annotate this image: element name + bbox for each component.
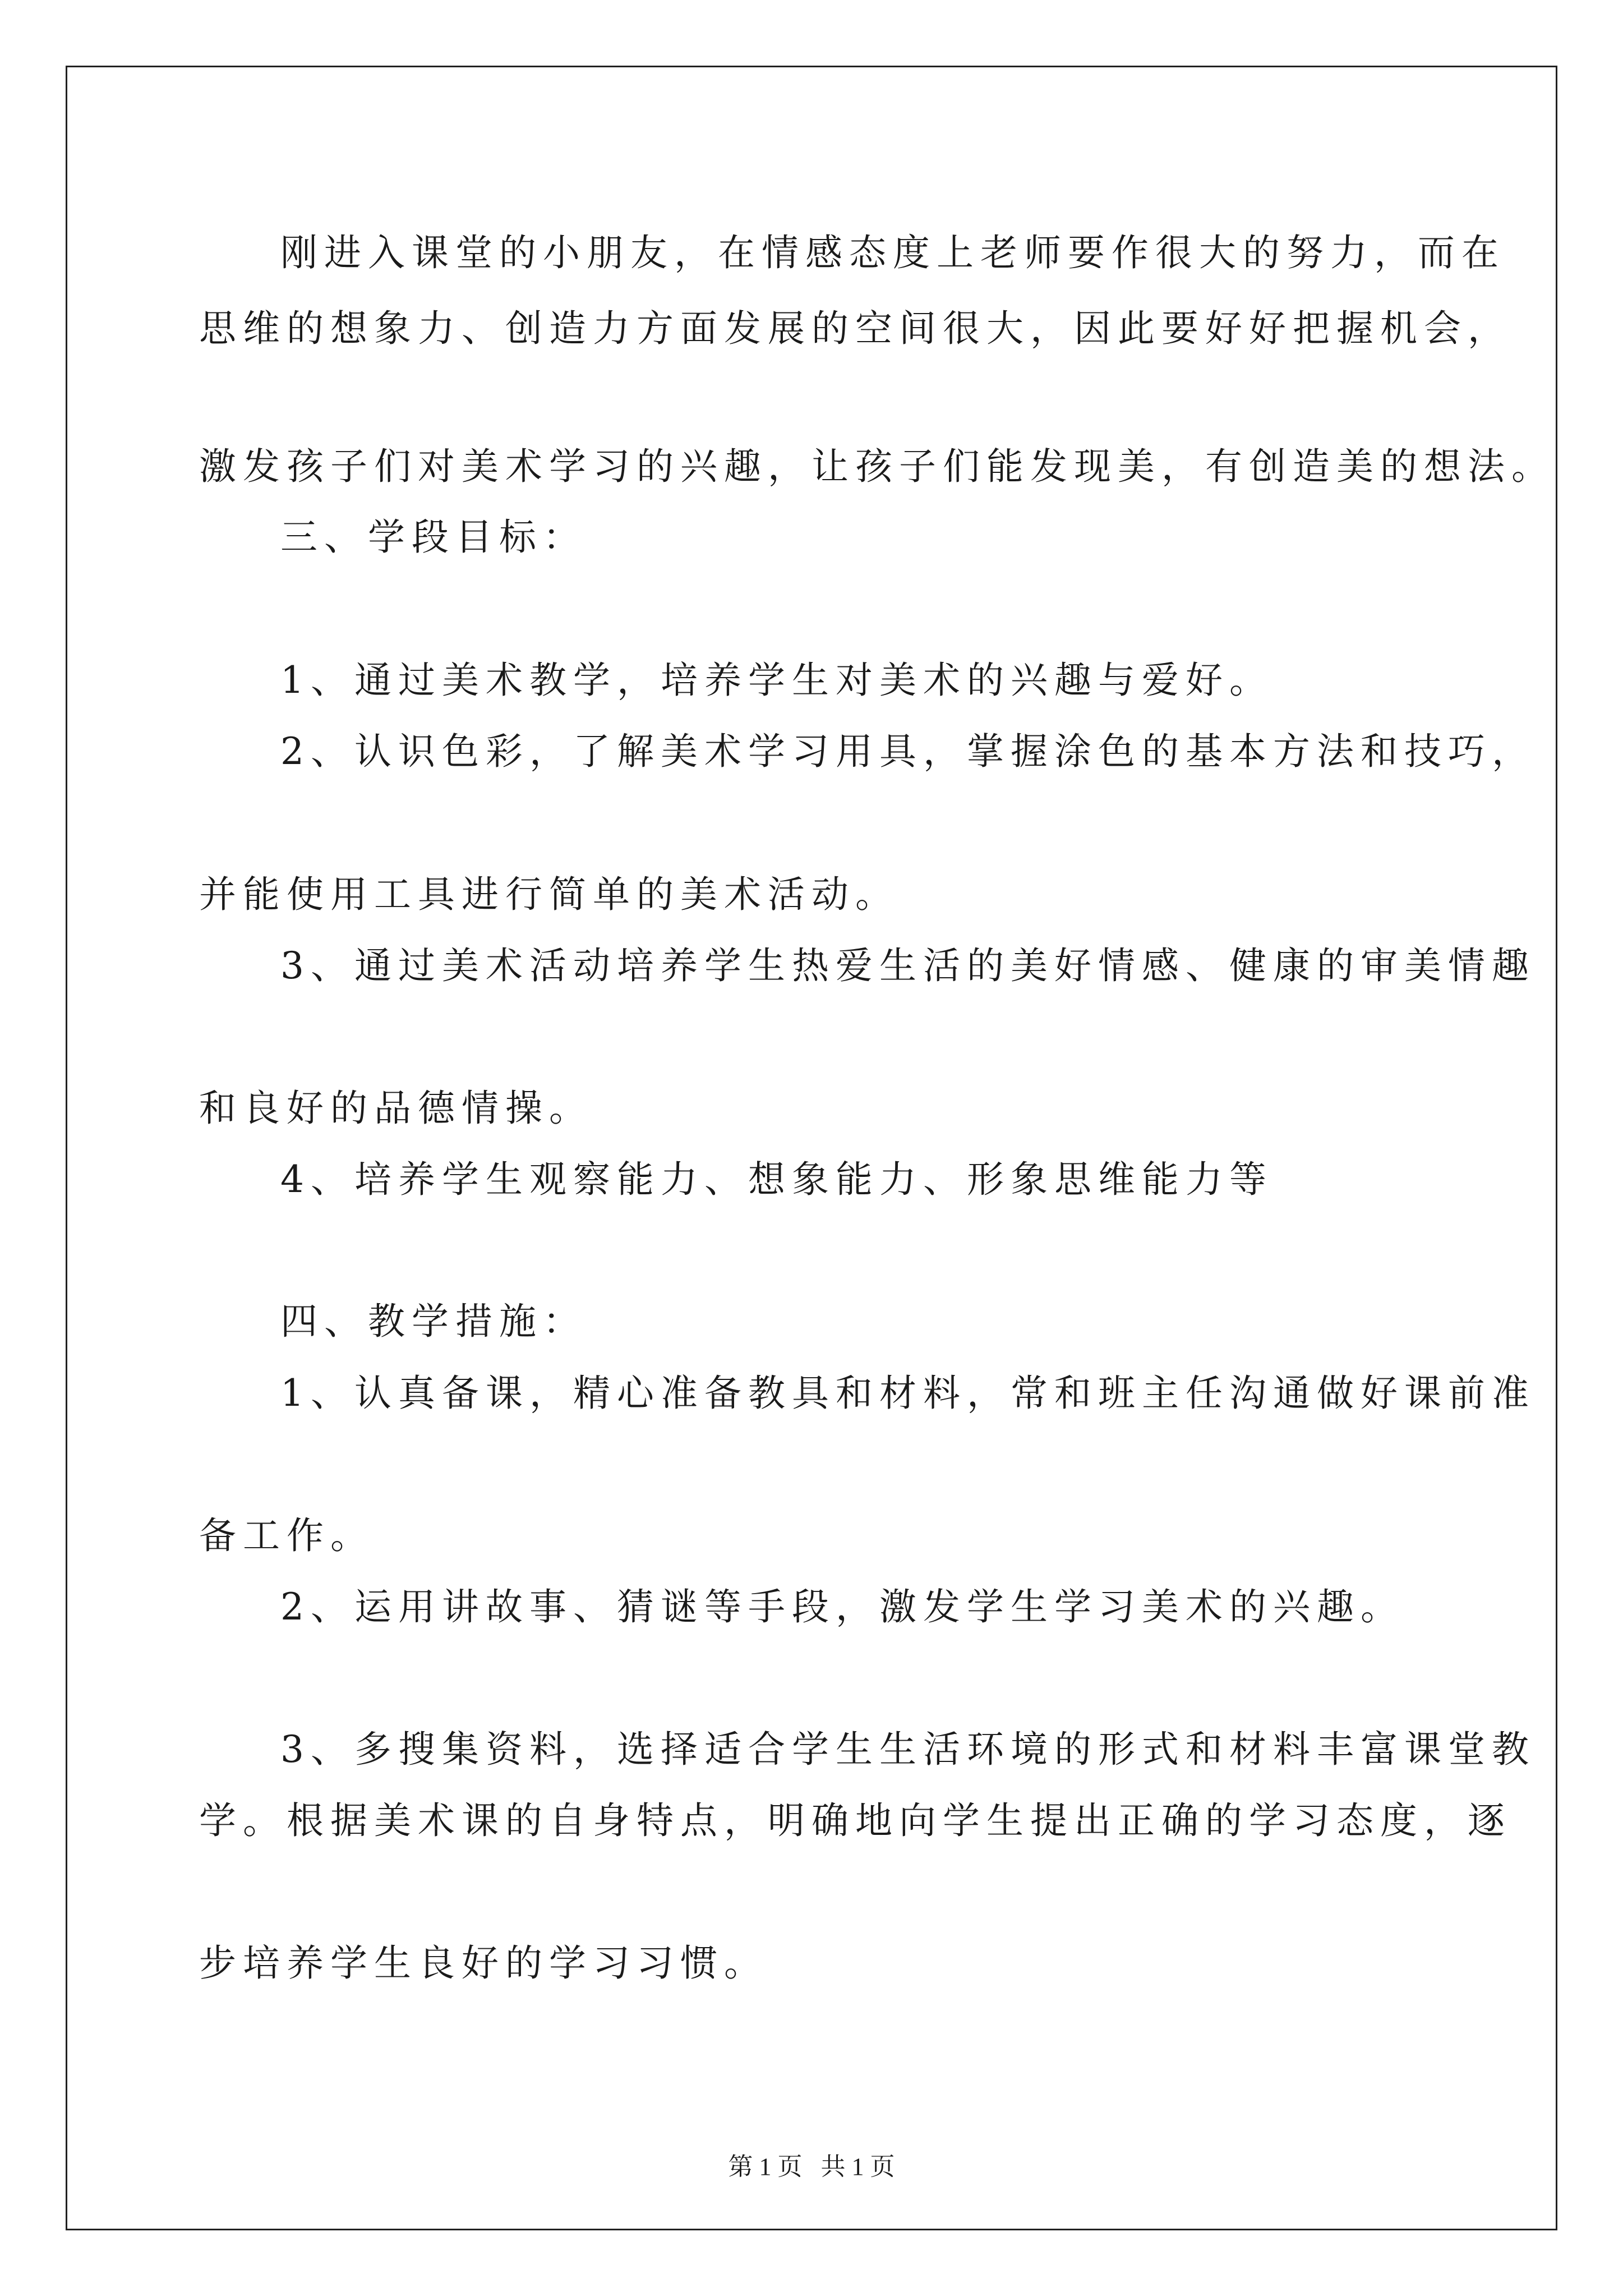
page-border [66,66,1557,2230]
measure-3-line-2: 学。根据美术课的自身特点，明确地向学生提出正确的学习态度，逐 [199,1799,1511,1842]
measure-3-line-3: 步培养学生良好的学习习惯。 [199,1941,768,1985]
measure-1-line-2: 备工作。 [199,1514,374,1557]
section-heading-3: 三、学段目标： [280,516,587,559]
goal-1: 1、通过美术教学，培养学生对美术的兴趣与爱好。 [280,659,1273,702]
measure-2: 2、运用讲故事、猜谜等手段，激发学生学习美术的兴趣。 [280,1585,1404,1628]
goal-4: 4、培养学生观察能力、想象能力、形象思维能力等 [280,1158,1273,1201]
paragraph-1-line-2: 思维的想象力、创造力方面发展的空间很大，因此要好好把握机会， [199,307,1511,350]
measure-3-line-1: 3、多搜集资料，选择适合学生生活环境的形式和材料丰富课堂教 [280,1728,1536,1771]
paragraph-1-line-3: 激发孩子们对美术学习的兴趣，让孩子们能发现美，有创造美的想法。 [199,445,1555,488]
goal-2-line-2: 并能使用工具进行简单的美术活动。 [199,873,899,916]
measure-1-line-1: 1、认真备课，精心准备教具和材料，常和班主任沟通做好课前准 [280,1372,1536,1415]
page-number-footer: 第 1 页 共 1 页 [728,2153,895,2180]
paragraph-1-line-1: 刚进入课堂的小朋友，在情感态度上老师要作很大的努力，而在 [280,231,1505,274]
section-heading-4: 四、教学措施： [280,1300,587,1343]
goal-2-line-1: 2、认识色彩，了解美术学习用具，掌握涂色的基本方法和技巧， [280,730,1536,773]
goal-3-line-2: 和良好的品德情操。 [199,1087,593,1130]
goal-3-line-1: 3、通过美术活动培养学生热爱生活的美好情感、健康的审美情趣 [280,944,1536,987]
